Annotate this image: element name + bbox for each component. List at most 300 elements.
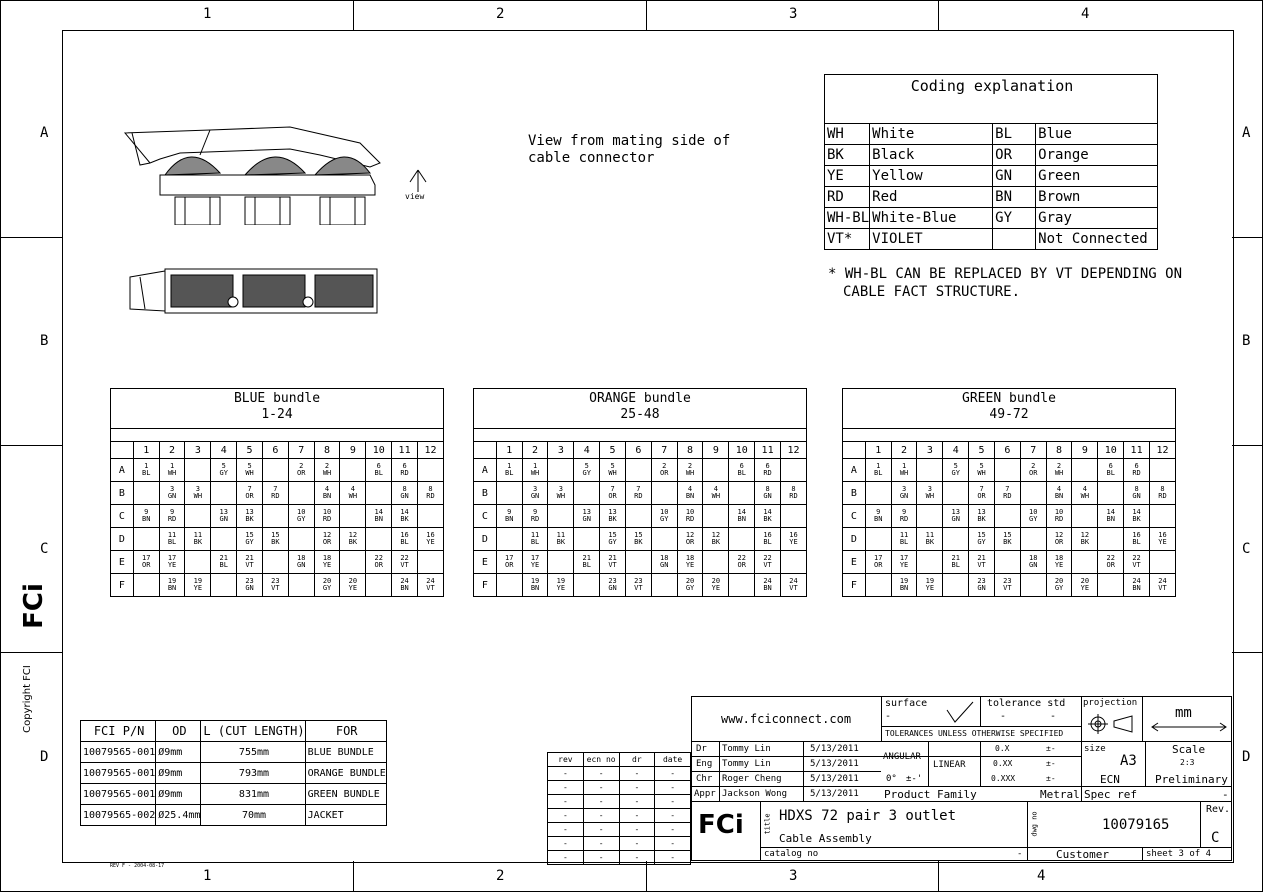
pin-cell [969,459,995,482]
pin-cell [1020,528,1046,551]
wire-color: BK [245,515,254,523]
pair-number: 7 [636,485,641,493]
pin-cell [1098,574,1124,597]
revision-cell: - [583,795,619,809]
column-number: 2 [159,442,185,459]
pin-cell [994,551,1020,574]
pin-cell [288,459,314,482]
revision-row [548,851,691,865]
wire-color: YE [711,584,721,592]
tol-pm: ±- [1046,774,1056,783]
pin-cell [891,482,917,505]
pair-number: 7 [247,485,252,493]
pair-number: 5 [979,462,984,470]
size-label: size [1084,744,1106,754]
pair-number: 10 [685,508,695,516]
pin-cell [314,482,340,505]
pin-row [111,482,444,505]
wire-color: GY [685,584,695,592]
pair-number: 4 [350,485,355,493]
wire-color: YE [1158,538,1167,546]
code: BN [993,187,1036,208]
pin-cell [755,459,781,482]
pin-cell [314,551,340,574]
pin-cell [418,459,444,482]
pair-number: 11 [556,531,566,539]
role-label: Dr [696,744,707,754]
revision-cell: - [548,767,584,781]
revision-cell: - [655,809,691,823]
pin-cell [969,482,995,505]
pair-number: 3 [532,485,538,493]
connector-top-view-drawing [125,265,380,315]
pair-number: 16 [426,531,435,539]
pair-number: 7 [610,485,615,493]
title-block-line [980,741,981,786]
projection-symbol-icon [1088,713,1136,735]
pin-cell [651,505,677,528]
wire-color: BK [1003,538,1012,546]
column-number: 11 [755,442,781,459]
wire-color: GN [296,561,306,569]
revision-row [548,795,691,809]
column-number: 9 [703,442,729,459]
cell: JACKET [305,805,386,826]
pin-assignment-table [842,428,1176,597]
pin-cell [625,459,651,482]
revision-cell: - [548,795,584,809]
zone-divider [0,237,62,238]
pin-cell [418,528,444,551]
pair-number: 14 [374,508,383,516]
pin-cell [943,459,969,482]
color: Red [870,187,993,208]
pair-number: 18 [1054,554,1064,562]
wire-color: WH [245,469,254,477]
wire-color: BL [763,538,772,546]
column-number: 9 [340,442,366,459]
pair-number: 13 [608,508,617,516]
pin-cell [366,482,392,505]
column-number: 6 [994,442,1020,459]
pin-cell [1046,482,1072,505]
pin-cell [418,574,444,597]
cell: Ø9mm [156,742,201,763]
pair-number: 13 [219,508,228,516]
revision-table [547,752,691,865]
wire-color: GN [763,492,772,500]
pin-row [843,551,1176,574]
pair-number: 20 [711,577,721,585]
zone-divider [646,0,647,30]
column-number: 10 [366,442,392,459]
pin-cell [729,482,755,505]
pin-cell [703,505,729,528]
wire-color: WH [1054,469,1064,477]
revision-cell: - [548,809,584,823]
pin-cell [1098,459,1124,482]
pair-number: 11 [899,531,909,539]
corner-cell [843,442,866,459]
pin-cell [496,459,522,482]
person-name: Tommy Lin [722,759,771,769]
coding-row [825,187,1158,208]
pin-cell [1098,528,1124,551]
pair-number: 23 [608,577,617,585]
pin-cell [211,459,237,482]
pair-number: 21 [977,554,986,562]
pin-cell [496,505,522,528]
pin-cell [1046,574,1072,597]
units-arrow-icon [1150,722,1228,732]
zone-label-right: B [1242,333,1251,349]
column-number: 7 [288,442,314,459]
pin-cell [288,574,314,597]
pin-cell [651,459,677,482]
wire-color: GY [608,538,617,546]
wire-color: GN [659,561,669,569]
pin-cell [185,505,211,528]
zone-divider [1232,237,1262,238]
pair-number: 9 [144,508,149,516]
pin-cell [133,574,159,597]
pin-cell [185,574,211,597]
pin-cell [1124,574,1150,597]
wire-color: RD [322,515,332,523]
pin-row [474,459,807,482]
wire-color: OR [505,561,514,569]
pin-cell [1072,574,1098,597]
cell: 10079565-001 [81,784,156,805]
column-number: 6 [262,442,288,459]
wire-color: OR [245,492,254,500]
pin-cell [340,482,366,505]
pin-row [111,574,444,597]
pair-number: 20 [1054,577,1064,585]
ecn-label: ECN [1100,773,1120,786]
product-family-label: Product Family [884,788,977,801]
pin-cell [865,574,891,597]
row-letter: B [474,482,497,505]
column-number: 9 [1072,442,1098,459]
column-number: 3 [548,442,574,459]
pin-cell [496,574,522,597]
pair-number: 6 [376,462,381,470]
wire-color: VT [245,561,254,569]
zone-label-bottom: 3 [789,868,798,884]
pin-cell [574,505,600,528]
pin-cell [729,551,755,574]
coding-explanation-table [824,74,1158,250]
pair-number: 8 [791,485,796,493]
pin-cell [651,574,677,597]
wire-color: BL [582,561,591,569]
pin-cell [262,459,288,482]
zone-label-left: C [40,541,49,557]
row-letter: F [474,574,497,597]
pin-assignment-table [110,428,444,597]
wire-color: YE [1054,561,1064,569]
title-block-line [719,741,720,801]
revision-cell: - [619,781,655,795]
wire-color: OR [142,561,151,569]
title-block-line [691,801,1232,802]
wire-color: BN [374,515,383,523]
website: www.fciconnect.com [721,712,852,726]
zone-label-right: D [1242,749,1251,765]
row-letter: C [111,505,134,528]
pin-cell [891,528,917,551]
wire-color: OR [977,492,986,500]
row-letter: B [843,482,866,505]
pair-number: 6 [1108,462,1113,470]
pin-cell [1046,528,1072,551]
wire-color: BK [1132,515,1141,523]
zone-divider [353,861,354,891]
code [993,229,1036,250]
wire-color: RD [634,492,643,500]
column-number: 10 [729,442,755,459]
pair-number: 8 [1134,485,1139,493]
pin-cell [185,528,211,551]
pin-cell [237,482,263,505]
wire-color: BN [685,492,695,500]
pair-number: 23 [634,577,643,585]
wire-color: BK [634,538,643,546]
pair-number: 1 [507,462,512,470]
wire-color: BN [167,584,177,592]
pair-number: 17 [899,554,909,562]
scale-value: 2:3 [1180,758,1195,767]
person-name: Tommy Lin [722,744,771,754]
pin-row [474,528,807,551]
wire-color: RD [899,515,909,523]
revision-cell: - [583,781,619,795]
bundle-range: 1-24 [261,407,293,422]
pin-cell [781,551,807,574]
pair-number: 9 [169,508,175,516]
column-number: 7 [1020,442,1046,459]
pair-number: 16 [400,531,409,539]
cell: GREEN BUNDLE [305,784,386,805]
pin-cell [237,551,263,574]
pair-number: 20 [348,577,358,585]
pair-number: 12 [1054,531,1064,539]
wire-color: GN [219,515,228,523]
pin-cell [133,459,159,482]
pair-number: 11 [925,531,935,539]
cell: Ø9mm [156,763,201,784]
wire-color: BL [505,469,514,477]
person-name: Roger Cheng [722,774,782,784]
pin-row [843,528,1176,551]
drawing-title: HDXS 72 pair 3 outlet [779,808,957,824]
pin-cell [288,551,314,574]
pin-cell [600,528,626,551]
cell: 10079565-001 [81,763,156,784]
bundle-title [842,388,1176,428]
pin-cell [1020,459,1046,482]
pair-number: 2 [662,462,667,470]
revision-cell: - [655,795,691,809]
wire-color: VT [608,561,617,569]
wire-color: BL [899,538,909,546]
column-number: 8 [1046,442,1072,459]
wire-color: GY [1054,584,1064,592]
pin-cell [522,551,548,574]
color: White-Blue [870,208,993,229]
pair-number: 22 [1106,554,1115,562]
column-number: 4 [574,442,600,459]
title-block-line [881,726,1081,727]
pair-number: 11 [193,531,203,539]
revision-cell: - [619,823,655,837]
revision-cell: - [583,809,619,823]
color: Yellow [870,166,993,187]
pin-cell [1046,459,1072,482]
wire-color: YE [426,538,435,546]
wire-color: GY [219,469,228,477]
wire-color: OR [296,469,306,477]
pin-cell [314,574,340,597]
column-number: 5 [969,442,995,459]
zone-divider [646,861,647,891]
revision-cell: - [548,851,584,865]
pin-cell [917,528,943,551]
pin-cell [366,505,392,528]
pin-cell [943,482,969,505]
pin-cell [677,528,703,551]
pin-cell [366,574,392,597]
pair-number: 16 [1158,531,1167,539]
pin-cell [574,459,600,482]
header-cell: L (CUT LENGTH) [201,721,305,742]
spacer-row [474,429,807,442]
color: Blue [1036,124,1158,145]
pair-number: 14 [763,508,772,516]
parts-row [81,805,387,826]
revision-cell: - [619,809,655,823]
tolerance-dash: - [1050,711,1057,722]
pair-number: 3 [169,485,175,493]
wire-color: BL [951,561,960,569]
pair-number: 10 [1028,508,1038,516]
title-block-line [980,696,981,726]
pair-number: 19 [899,577,909,585]
surface-label: surface [885,698,928,709]
wire-color: VT [426,584,435,592]
wire-color: WH [322,469,332,477]
revision-row [548,781,691,795]
pair-number: 1 [876,462,881,470]
pin-cell [522,459,548,482]
wire-color: BN [322,492,332,500]
wire-color: WH [1080,492,1090,500]
wire-color: WH [977,469,986,477]
wire-color: BN [763,584,772,592]
pin-cell [729,574,755,597]
projection-label: projection [1083,698,1138,708]
pair-number: 1 [532,462,538,470]
wire-color: BL [400,538,409,546]
wire-color: WH [711,492,721,500]
pin-row [843,574,1176,597]
pin-cell [865,551,891,574]
pin-row [843,459,1176,482]
wire-color: GY [296,515,306,523]
pin-cell [651,482,677,505]
pair-number: 15 [634,531,643,539]
pin-cell [600,482,626,505]
pair-number: 23 [245,577,254,585]
pair-number: 20 [685,577,695,585]
size-value: A3 [1120,753,1137,769]
title-block-line [760,801,761,861]
pair-number: 15 [608,531,617,539]
coding-note-line1: * WH-BL CAN BE REPLACED BY VT DEPENDING ON [828,266,1183,282]
pair-number: 21 [245,554,254,562]
pair-number: 18 [296,554,306,562]
spacer-row [111,429,444,442]
pin-cell [600,459,626,482]
pin-cell [237,528,263,551]
pin-cell [262,551,288,574]
row-letter: A [111,459,134,482]
pair-number: 19 [530,577,540,585]
wire-color: YE [1080,584,1090,592]
pair-number: 7 [1005,485,1010,493]
pin-cell [600,551,626,574]
pair-number: 20 [1080,577,1090,585]
column-number: 3 [185,442,211,459]
revision-cell: - [548,837,584,851]
pin-cell [392,505,418,528]
wire-color: BN [505,515,514,523]
cell: 755mm [201,742,305,763]
row-letter: E [474,551,497,574]
revision-cell: - [619,795,655,809]
title-block-line [803,741,804,801]
wire-color: GY [1028,515,1038,523]
pin-cell [1150,505,1176,528]
pin-cell [969,505,995,528]
pin-cell [943,574,969,597]
pin-cell [917,482,943,505]
pair-number: 17 [530,554,540,562]
tol-xxx: 0.XXX [991,774,1016,783]
pin-cell [703,574,729,597]
pair-number: 16 [763,531,772,539]
title-block-line [1200,801,1201,847]
revision-row [548,823,691,837]
pin-cell [677,574,703,597]
preliminary-label: Preliminary [1155,773,1228,786]
code: GY [993,208,1036,229]
column-number: 4 [211,442,237,459]
wire-color: VT [977,561,986,569]
pin-cell [994,528,1020,551]
pair-number: 22 [374,554,383,562]
pin-cell [1046,551,1072,574]
pair-number: 20 [322,577,332,585]
parts-header-row [81,721,387,742]
column-number: 7 [651,442,677,459]
coding-title: Coding explanation [825,75,1158,124]
pin-cell [418,551,444,574]
coding-note-line2: CABLE FACT STRUCTURE. [843,284,1021,300]
tol-pm: ±- [1046,759,1056,768]
pin-cell [496,551,522,574]
